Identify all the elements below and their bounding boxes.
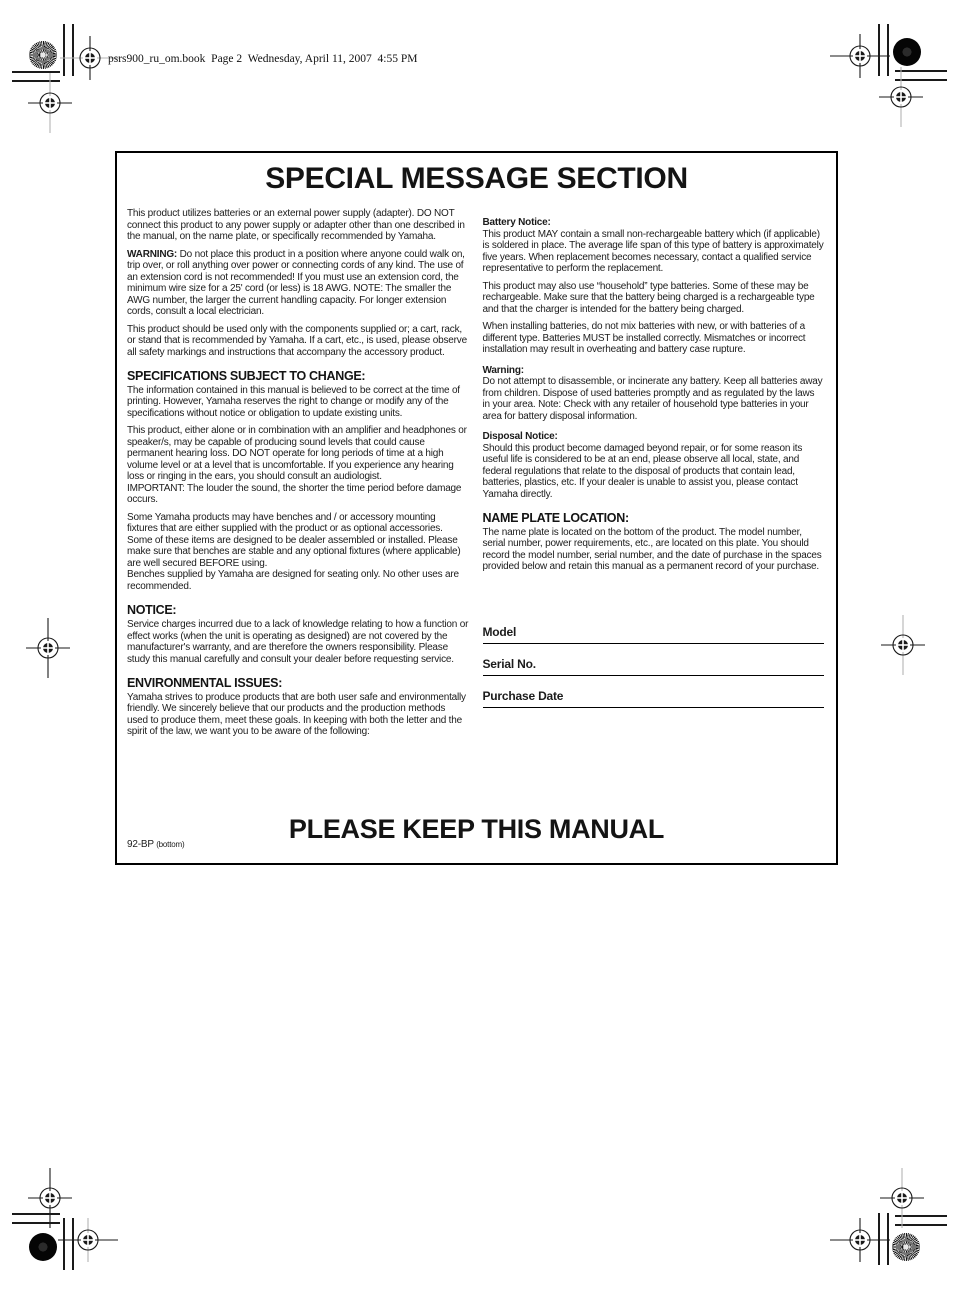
registration-mark-icon bbox=[871, 67, 931, 127]
record-field-blank-line bbox=[483, 707, 825, 708]
section-heading: ENVIRONMENTAL ISSUES: bbox=[127, 676, 283, 690]
halftone-circle-starburst-icon bbox=[892, 1233, 920, 1261]
page-title: SPECIAL MESSAGE SECTION bbox=[265, 162, 688, 195]
paragraph: WARNING: Do not place this product in a position where anyone could walk on, trip over, or roll anything over power or connecting cords of any kind. The use of an extension cord is not recommended! If you must use an extension cord, the minimum wire size for a 25' cord (or less) is 18 AWG. NOTE: The smaller the AWG number, the larger the current handling capacity. For longer extension cords, consult a local electrician. bbox=[127, 248, 465, 317]
right-column-blocks bbox=[483, 217, 825, 573]
registration-mark-icon bbox=[18, 618, 78, 678]
record-field-label: Purchase Date bbox=[482, 688, 564, 703]
footer-note-code: 92-BP bbox=[127, 839, 154, 850]
record-fields bbox=[483, 625, 825, 708]
special-message-box bbox=[115, 151, 838, 865]
paragraph: This product should be used only with the components supplied or; a cart, rack, or stand that is recommended by Yamaha. If a cart, etc., is used, please observe all safety markings and instructions that accompany the accessory product. bbox=[127, 323, 467, 358]
section-heading: NOTICE: bbox=[127, 603, 177, 618]
paragraph-heading: Warning: bbox=[482, 364, 524, 376]
registration-mark-icon bbox=[873, 615, 933, 675]
record-field bbox=[483, 689, 825, 708]
halftone-circle-starburst-icon bbox=[29, 41, 57, 69]
record-field bbox=[483, 625, 825, 644]
section-heading: NAME PLATE LOCATION: bbox=[482, 511, 629, 525]
two-column-text bbox=[127, 208, 824, 738]
registration-mark-icon bbox=[830, 1210, 890, 1270]
record-field-blank-line bbox=[483, 643, 825, 644]
paragraph: When installing batteries, do not mix batteries with new, or with batteries of a different type. Batteries MUST be installed correctly. Mismatches or incorrect installation may result in overheating and battery case rupture. bbox=[482, 321, 806, 355]
right-column bbox=[483, 208, 825, 738]
record-field-blank-line bbox=[483, 675, 825, 676]
paragraph: This product, either alone or in combination with an amplifier and headphones or speaker/s, may be capable of producing sound levels that could cause permanent hearing loss. DO NOT operate for long periods of time at a high volume level or at a level that is uncomfortable. If you experience any hearing loss or ringing in the ears, you should consult an audiologist. bbox=[127, 425, 467, 483]
registration-mark-icon bbox=[20, 73, 80, 133]
paragraph: The name plate is located on the bottom of the product. The model number, serial number, power requirements, etc., are located on this plate. You should record the model number, serial number, and the date of purchase in the spaces provided below and retain this manual as a permanent record of your purchase. bbox=[482, 526, 822, 573]
paragraph: Benches supplied by Yamaha are designed for seating only. No other uses are recommended. bbox=[127, 569, 459, 592]
paragraph: Some Yamaha products may have benches and / or accessory mounting fixtures that are either supplied with the product or as optional accessories. Some of these items are designed to be dealer assembled or installed. Please make sure that benches are stable and any optional fixtures (where applicable) are well secured BEFORE using. bbox=[127, 511, 461, 569]
record-field bbox=[483, 657, 825, 676]
footer-note-suffix: (bottom) bbox=[156, 840, 185, 849]
paragraph: Warning: Do not attempt to disassemble, or incinerate any battery. Keep all batteries away from children. Dispose of used batteries promptly and as regulated by the laws in your area. Note: Check with any retailer of household type batteries in your area for battery disposal information. bbox=[482, 364, 823, 422]
paragraph: Yamaha strives to produce products that are both user safe and environmentally friendly. We sincerely believe that our products and the production methods used to produce them, meet these goals. In keeping with both the letter and the spirit of the law, we want you to be aware of the following: bbox=[127, 691, 466, 738]
record-field-label: Model bbox=[482, 624, 517, 639]
record-field-label: Serial No. bbox=[482, 656, 536, 671]
document-header-line: psrs900_ru_om.book Page 2 Wednesday, April 11, 2007 4:55 PM bbox=[108, 53, 418, 65]
paragraph: Battery Notice: This product MAY contain a small non-rechargeable battery which (if applicable) is soldered in place. The average life span of this type of battery is approximately five years. When replacement becomes necessary, contact a qualified service representative to perform the replacement. bbox=[482, 217, 824, 274]
left-column bbox=[127, 208, 469, 738]
paragraph: IMPORTANT: The louder the sound, the shorter the time period before damage occurs. bbox=[127, 482, 462, 506]
section-heading: SPECIFICATIONS SUBJECT TO CHANGE: bbox=[127, 369, 366, 383]
paragraph-heading: Battery Notice: bbox=[482, 217, 551, 228]
paragraph: The information contained in this manual is believed to be correct at the time of printing. However, Yamaha reserves the right to change or modify any of the specifications without notice or obligation to update existing units. bbox=[127, 384, 460, 419]
halftone-circle-solid-icon bbox=[29, 1233, 57, 1261]
keep-manual-title: PLEASE KEEP THIS MANUAL bbox=[288, 814, 665, 844]
registration-mark-icon bbox=[58, 1210, 118, 1270]
paragraph: This product utilizes batteries or an external power supply (adapter). DO NOT connect this product to any power supply or adapter other than one described in the manual, on the name plate, or specifically recommended by Yamaha. bbox=[127, 208, 465, 242]
paragraph: This product may also use “household” type batteries. Some of these may be rechargeable. Make sure that the battery being charged is a rechargeable type and that the charger is intended for the battery being charged. bbox=[482, 280, 815, 315]
halftone-circle-solid-icon bbox=[893, 38, 921, 66]
paragraph: Service charges incurred due to a lack of knowledge relating to how a function or effect works (when the unit is operating as designed) are not covered by the manufacturer's warranty, and are therefore the owners responsibility. Please study this manual carefully and consult your dealer before requesting service. bbox=[127, 619, 469, 665]
paragraph: Disposal Notice: Should this product become damaged beyond repair, or for some reason its useful life is considered to be at an end, please observe all local, state, and federal regulations that relate to the disposal of products that contain lead, batteries, plastics, etc. If your dealer is unable to assist you, please contact Yamaha directly. bbox=[483, 431, 825, 500]
paragraph-lead: WARNING: bbox=[127, 248, 180, 260]
paragraph-heading: Disposal Notice: bbox=[482, 431, 558, 442]
